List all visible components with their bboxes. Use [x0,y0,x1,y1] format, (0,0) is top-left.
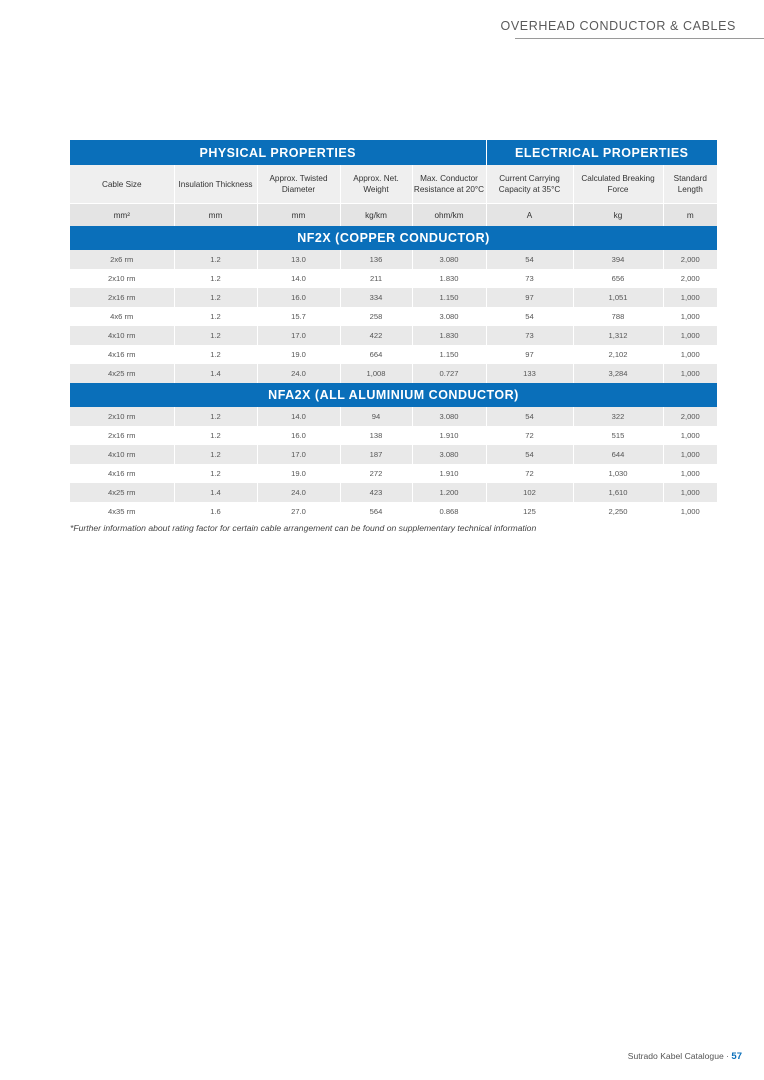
table-body [70,226,717,521]
table-cell: 1.150 [412,345,486,364]
table-cell: 94 [340,407,412,426]
section-title: NFA2X (ALL ALUMINIUM CONDUCTOR) [70,383,717,407]
table-cell: 564 [340,502,412,521]
table-cell: 4x25 rm [70,483,174,502]
table-cell: 19.0 [257,345,340,364]
table-cell: 1,000 [663,445,717,464]
table-cell: 0.727 [412,364,486,383]
table-cell: 136 [340,250,412,269]
table-cell: 334 [340,288,412,307]
table-cell: 1,000 [663,483,717,502]
table-cell: 16.0 [257,426,340,445]
table-cell: 16.0 [257,288,340,307]
table-cell: 1.2 [174,250,257,269]
table-cell: 1.910 [412,464,486,483]
table-cell: 1.150 [412,288,486,307]
table-cell: 2,000 [663,269,717,288]
column-header: Approx. Twisted Diameter [257,165,340,204]
table-cell: 4x35 rm [70,502,174,521]
table-cell: 4x25 rm [70,364,174,383]
table-cell: 54 [486,307,573,326]
header-divider [515,38,764,39]
table-cell: 664 [340,345,412,364]
unit-cell: ohm/km [412,204,486,227]
table-cell: 1,000 [663,364,717,383]
unit-cell: mm [174,204,257,227]
table-cell: 1.2 [174,269,257,288]
unit-row [70,204,717,227]
table-cell: 4x6 rm [70,307,174,326]
table-cell: 1.830 [412,326,486,345]
table-cell: 1.830 [412,269,486,288]
footer-separator: · [726,1051,730,1061]
table-cell: 272 [340,464,412,483]
table-cell: 1.4 [174,364,257,383]
table-cell: 73 [486,326,573,345]
column-header: Calculated Breaking Force [573,165,663,204]
table-row [70,269,717,288]
table-row [70,464,717,483]
table-cell: 3.080 [412,407,486,426]
table-cell: 1.2 [174,307,257,326]
table-cell: 1.2 [174,345,257,364]
table-cell: 4x10 rm [70,445,174,464]
table-cell: 515 [573,426,663,445]
table-cell: 394 [573,250,663,269]
table-row [70,364,717,383]
table-cell: 1,610 [573,483,663,502]
table-cell: 1.4 [174,483,257,502]
table-cell: 1.2 [174,445,257,464]
table-cell: 17.0 [257,445,340,464]
table-cell: 15.7 [257,307,340,326]
table-cell: 3,284 [573,364,663,383]
table-row [70,445,717,464]
table-row [70,345,717,364]
table-cell: 97 [486,288,573,307]
table-cell: 422 [340,326,412,345]
table-cell: 2x16 rm [70,288,174,307]
table-cell: 19.0 [257,464,340,483]
table-cell: 13.0 [257,250,340,269]
table-cell: 1,000 [663,502,717,521]
table-cell: 73 [486,269,573,288]
electrical-properties-heading: ELECTRICAL PROPERTIES [486,140,717,165]
table-row [70,250,717,269]
section-title: NF2X (COPPER CONDUCTOR) [70,226,717,250]
table-cell: 1.200 [412,483,486,502]
unit-cell: A [486,204,573,227]
footnote: *Further information about rating factor for certain cable arrangement can be found on supplementary technical information [70,523,537,533]
table-cell: 423 [340,483,412,502]
table-cell: 1.2 [174,288,257,307]
table-row [70,483,717,502]
column-header: Cable Size [70,165,174,204]
table-cell: 54 [486,445,573,464]
table-cell: 3.080 [412,250,486,269]
table-cell: 4x16 rm [70,345,174,364]
table-cell: 138 [340,426,412,445]
table-cell: 2x10 rm [70,407,174,426]
running-header: OVERHEAD CONDUCTOR & CABLES [500,19,736,33]
table-cell: 54 [486,407,573,426]
table-cell: 1.910 [412,426,486,445]
table-cell: 1,030 [573,464,663,483]
column-header: Standard Length [663,165,717,204]
table-cell: 2x16 rm [70,426,174,445]
unit-cell: kg [573,204,663,227]
table-cell: 24.0 [257,483,340,502]
table-row [70,502,717,521]
table-cell: 1,000 [663,326,717,345]
table-cell: 2,000 [663,250,717,269]
table-cell: 1,051 [573,288,663,307]
table-cell: 1.2 [174,407,257,426]
table-cell: 4x10 rm [70,326,174,345]
column-header: Current Carrying Capacity at 35°C [486,165,573,204]
unit-cell: mm [257,204,340,227]
table-cell: 0.868 [412,502,486,521]
table-cell: 3.080 [412,445,486,464]
physical-properties-heading: PHYSICAL PROPERTIES [70,140,486,165]
table-cell: 97 [486,345,573,364]
table-cell: 1,000 [663,345,717,364]
table-cell: 211 [340,269,412,288]
table-row [70,326,717,345]
table-cell: 27.0 [257,502,340,521]
table-cell: 1,000 [663,288,717,307]
table-cell: 1,312 [573,326,663,345]
table-cell: 3.080 [412,307,486,326]
table-cell: 788 [573,307,663,326]
group-header-row [70,140,717,165]
unit-cell: kg/km [340,204,412,227]
table-cell: 1.2 [174,464,257,483]
unit-cell: mm² [70,204,174,227]
page-number: 57 [731,1051,742,1062]
table-cell: 2,000 [663,407,717,426]
table-cell: 4x16 rm [70,464,174,483]
table-row [70,426,717,445]
section-header-row [70,226,717,250]
catalogue-name: Sutrado Kabel Catalogue [627,1051,724,1061]
page-footer [628,1051,742,1062]
column-header-row [70,165,717,204]
section-header-row [70,383,717,407]
table-cell: 2,102 [573,345,663,364]
table-cell: 1.2 [174,426,257,445]
table-cell: 72 [486,464,573,483]
table-cell: 322 [573,407,663,426]
table-cell: 1.2 [174,326,257,345]
column-header: Approx. Net. Weight [340,165,412,204]
table-cell: 102 [486,483,573,502]
table-cell: 656 [573,269,663,288]
table-row [70,407,717,426]
unit-cell: m [663,204,717,227]
column-header: Insulation Thickness [174,165,257,204]
table-cell: 17.0 [257,326,340,345]
table-cell: 125 [486,502,573,521]
table-cell: 2x6 rm [70,250,174,269]
table-cell: 24.0 [257,364,340,383]
table-cell: 54 [486,250,573,269]
cable-spec-table [70,140,717,521]
table-cell: 644 [573,445,663,464]
table-cell: 1,000 [663,307,717,326]
table-row [70,288,717,307]
table-cell: 72 [486,426,573,445]
table-cell: 258 [340,307,412,326]
table-cell: 2,250 [573,502,663,521]
table-cell: 1.6 [174,502,257,521]
table-cell: 133 [486,364,573,383]
table-cell: 1,008 [340,364,412,383]
table-cell: 187 [340,445,412,464]
table-cell: 14.0 [257,407,340,426]
column-header: Max. Conductor Resistance at 20°C [412,165,486,204]
table-cell: 1,000 [663,464,717,483]
table-cell: 2x10 rm [70,269,174,288]
table-cell: 1,000 [663,426,717,445]
table-row [70,307,717,326]
table-cell: 14.0 [257,269,340,288]
